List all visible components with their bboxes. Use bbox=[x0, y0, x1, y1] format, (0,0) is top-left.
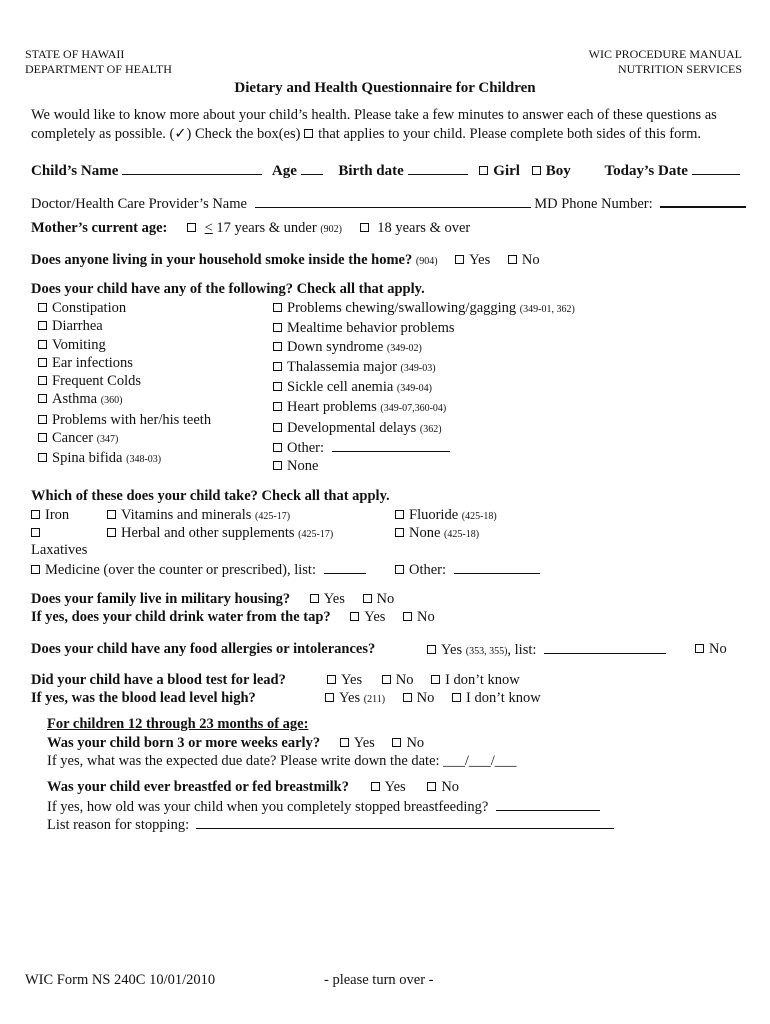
condition-item bbox=[273, 419, 575, 439]
condition-label: Constipation bbox=[52, 300, 127, 316]
child-info-row bbox=[31, 162, 740, 180]
lead-high-yes-checkbox[interactable] bbox=[325, 693, 334, 702]
condition-item bbox=[273, 457, 575, 475]
condition-code: (349-02) bbox=[386, 342, 422, 354]
condition-label: Problems chewing/swallowing/gagging bbox=[287, 300, 517, 316]
lead-high-yes-label: Yes bbox=[339, 690, 361, 706]
allergies-question: Does your child have any food allergies or intolerances? bbox=[31, 641, 376, 657]
condition-label: Other: bbox=[287, 440, 325, 457]
infant-section-heading: For children 12 through 23 months of age: bbox=[47, 716, 309, 732]
fluoride-label: Fluoride bbox=[409, 507, 459, 523]
condition-label: Heart problems bbox=[287, 399, 377, 416]
allergies-list-field[interactable] bbox=[544, 641, 666, 654]
fluoride-code: (425-18) bbox=[461, 511, 497, 522]
military-row bbox=[31, 591, 394, 608]
todays-date-field[interactable] bbox=[692, 162, 740, 175]
laxatives-label: Laxatives bbox=[31, 542, 88, 558]
condition-item bbox=[38, 354, 211, 372]
supplements-question: Which of these does your child take? Check all that apply. bbox=[31, 488, 390, 504]
smoke-yes-checkbox[interactable] bbox=[455, 255, 464, 264]
condition-checkbox[interactable] bbox=[38, 340, 47, 349]
iron-option bbox=[31, 507, 69, 524]
herbal-code: (425-17) bbox=[298, 529, 334, 540]
breastfed-row bbox=[47, 779, 459, 796]
boy-label: Boy bbox=[545, 163, 571, 179]
condition-checkbox[interactable] bbox=[38, 303, 47, 312]
over-18-label: 18 years & over bbox=[377, 220, 471, 236]
condition-label: Ear infections bbox=[52, 354, 133, 371]
intro-text bbox=[31, 106, 761, 144]
condition-item bbox=[273, 378, 575, 398]
condition-code: (360) bbox=[100, 395, 123, 407]
herbal-checkbox[interactable] bbox=[107, 528, 116, 537]
smoke-code: (904) bbox=[415, 256, 438, 267]
lead-high-dk-label: I don’t know bbox=[466, 690, 541, 706]
tap-yes-checkbox[interactable] bbox=[350, 612, 359, 621]
condition-checkbox[interactable] bbox=[38, 415, 47, 424]
other-supplement-checkbox[interactable] bbox=[395, 565, 404, 574]
smoke-row bbox=[31, 252, 540, 269]
condition-label: Cancer bbox=[52, 430, 94, 447]
doctor-row bbox=[31, 194, 746, 213]
lead-test-dk-checkbox[interactable] bbox=[431, 675, 440, 684]
checkbox-icon bbox=[304, 129, 313, 138]
born-early-no-checkbox[interactable] bbox=[392, 738, 401, 747]
condition-checkbox[interactable] bbox=[273, 303, 282, 312]
none-supplement-checkbox[interactable] bbox=[395, 528, 404, 537]
intro-line2: completely as possible. (✓) Check the box(es) that applies to your child. Please complete both sides of this form. bbox=[31, 126, 702, 142]
condition-label: Spina bifida bbox=[52, 450, 123, 467]
other-supplement-field[interactable] bbox=[454, 561, 540, 574]
doctor-name-field[interactable] bbox=[255, 195, 531, 208]
herbal-label: Herbal and other supplements bbox=[121, 525, 295, 541]
condition-label: Sickle cell anemia bbox=[287, 379, 394, 396]
condition-item bbox=[38, 317, 211, 335]
birth-date-label: Birth date bbox=[338, 163, 404, 179]
under-17-code: (902) bbox=[320, 224, 342, 235]
condition-label: Diarrhea bbox=[52, 318, 103, 335]
lead-test-options bbox=[327, 672, 520, 689]
medicine-label: Medicine (over the counter or prescribed), list: bbox=[45, 562, 316, 578]
condition-checkbox[interactable] bbox=[38, 394, 47, 403]
condition-code: (347) bbox=[96, 434, 119, 446]
condition-checkbox[interactable] bbox=[273, 382, 282, 391]
lead-high-options bbox=[325, 690, 541, 707]
condition-checkbox[interactable] bbox=[38, 453, 47, 462]
military-no-checkbox[interactable] bbox=[363, 594, 372, 603]
born-early-row bbox=[47, 735, 424, 752]
condition-label: Thalassemia major bbox=[287, 358, 397, 375]
lead-test-no-checkbox[interactable] bbox=[382, 675, 391, 684]
fluoride-option bbox=[395, 507, 497, 524]
allergies-list-label: , list: bbox=[507, 642, 537, 658]
reason-stopping-row bbox=[47, 816, 614, 834]
lead-test-dk-label: I don’t know bbox=[445, 672, 520, 688]
allergies-no-option bbox=[695, 641, 727, 658]
turn-over-note: - please turn over - bbox=[324, 972, 434, 988]
medicine-option bbox=[31, 561, 366, 579]
laxatives-checkbox[interactable] bbox=[31, 528, 40, 537]
condition-code: (349-07,360-04) bbox=[380, 403, 447, 415]
smoke-no-label: No bbox=[521, 252, 540, 268]
other-supplement-option bbox=[395, 561, 540, 579]
smoke-yes-label: Yes bbox=[469, 252, 491, 268]
condition-checkbox[interactable] bbox=[273, 402, 282, 411]
boy-checkbox[interactable] bbox=[532, 166, 541, 175]
allergies-yes-checkbox[interactable] bbox=[427, 645, 436, 654]
condition-label: Problems with her/his teeth bbox=[52, 411, 212, 428]
condition-checkbox[interactable] bbox=[38, 376, 47, 385]
less-equal-sign: < bbox=[204, 220, 213, 236]
md-phone-field[interactable] bbox=[660, 194, 746, 208]
condition-item bbox=[273, 398, 575, 418]
condition-label: Frequent Colds bbox=[52, 373, 142, 390]
condition-label: Mealtime behavior problems bbox=[287, 320, 455, 337]
md-phone-label: MD Phone Number: bbox=[534, 196, 653, 212]
laxatives-checkbox-row bbox=[31, 525, 45, 542]
condition-code: (349-03) bbox=[400, 362, 436, 374]
girl-label: Girl bbox=[493, 163, 520, 179]
vitamins-option bbox=[107, 507, 290, 524]
other-supplement-label: Other: bbox=[409, 562, 447, 578]
condition-code: (349-04) bbox=[396, 383, 432, 395]
condition-code: (349-01, 362) bbox=[519, 304, 575, 315]
condition-checkbox[interactable] bbox=[273, 443, 282, 452]
department-label: DEPARTMENT OF HEALTH bbox=[25, 62, 172, 76]
stopped-breastfeeding-field[interactable] bbox=[496, 798, 600, 811]
tap-no-checkbox[interactable] bbox=[403, 612, 412, 621]
military-no-label: No bbox=[376, 591, 395, 607]
allergies-no-label: No bbox=[709, 641, 727, 657]
breastfed-yes-label: Yes bbox=[384, 779, 406, 795]
condition-checkbox[interactable] bbox=[273, 342, 282, 351]
condition-checkbox[interactable] bbox=[38, 433, 47, 442]
condition-code: (362) bbox=[419, 423, 442, 435]
conditions-question: Does your child have any of the following? Check all that apply. bbox=[31, 281, 425, 297]
under-17-label: 17 years & under bbox=[216, 220, 317, 236]
under-17-checkbox[interactable] bbox=[187, 223, 196, 232]
child-name-label: Child’s Name bbox=[31, 163, 119, 179]
military-question: Does your family live in military housing? bbox=[31, 591, 291, 607]
condition-item bbox=[38, 429, 211, 449]
condition-checkbox[interactable] bbox=[273, 423, 282, 432]
military-yes-checkbox[interactable] bbox=[310, 594, 319, 603]
breastfed-yes-checkbox[interactable] bbox=[371, 782, 380, 791]
due-date-prompt: If yes, what was the expected due date? Please write down the date: ___/___/___ bbox=[47, 753, 517, 769]
condition-item bbox=[38, 372, 211, 390]
born-early-yes-label: Yes bbox=[353, 735, 375, 751]
allergies-code: (353, 355) bbox=[465, 646, 508, 657]
vitamins-checkbox[interactable] bbox=[107, 510, 116, 519]
reason-stopping-label: List reason for stopping: bbox=[47, 817, 190, 833]
vitamins-label: Vitamins and minerals bbox=[121, 507, 252, 523]
intro-line1: We would like to know more about your child’s health. Please take a few minutes to answer each of these questions as bbox=[31, 107, 717, 123]
condition-label: Vomiting bbox=[52, 336, 106, 353]
lead-high-no-label: No bbox=[416, 690, 435, 706]
condition-label: Down syndrome bbox=[287, 338, 384, 355]
tap-water-question: If yes, does your child drink water from the tap? bbox=[31, 609, 331, 625]
girl-checkbox[interactable] bbox=[479, 166, 488, 175]
lead-high-no-checkbox[interactable] bbox=[403, 693, 412, 702]
condition-item bbox=[38, 299, 211, 317]
manual-header bbox=[589, 47, 742, 77]
condition-checkbox[interactable] bbox=[38, 358, 47, 367]
medicine-field[interactable] bbox=[324, 561, 366, 574]
allergies-yes-option bbox=[427, 641, 666, 659]
tap-water-row bbox=[31, 609, 435, 626]
condition-checkbox[interactable] bbox=[38, 321, 47, 330]
condition-label: Asthma bbox=[52, 391, 98, 408]
condition-item bbox=[38, 449, 211, 469]
tap-yes-label: Yes bbox=[364, 609, 386, 625]
condition-checkbox[interactable] bbox=[273, 323, 282, 332]
fluoride-checkbox[interactable] bbox=[395, 510, 404, 519]
none-supplement-option bbox=[395, 525, 479, 542]
allergies-yes-label: Yes bbox=[441, 642, 463, 658]
mother-age-row bbox=[31, 220, 470, 237]
section-label: NUTRITION SERVICES bbox=[617, 62, 742, 76]
breastfed-question: Was your child ever breastfed or fed breastmilk? bbox=[47, 779, 349, 795]
condition-item bbox=[38, 336, 211, 354]
manual-label: WIC PROCEDURE MANUAL bbox=[588, 47, 742, 61]
condition-item bbox=[273, 299, 575, 319]
condition-code: (348-03) bbox=[126, 454, 162, 466]
birth-date-field[interactable] bbox=[408, 162, 468, 175]
doctor-label: Doctor/Health Care Provider’s Name bbox=[31, 196, 247, 212]
reason-stopping-field[interactable] bbox=[196, 816, 614, 829]
conditions-left-list bbox=[38, 299, 211, 470]
form-title: Dietary and Health Questionnaire for Children bbox=[234, 80, 536, 96]
condition-item bbox=[273, 439, 575, 457]
born-early-question: Was your child born 3 or more weeks early? bbox=[47, 735, 321, 751]
military-yes-label: Yes bbox=[323, 591, 345, 607]
condition-item bbox=[38, 390, 211, 410]
lead-test-question: Did your child have a blood test for lead? bbox=[31, 672, 286, 688]
lead-test-no-label: No bbox=[395, 672, 414, 688]
child-name-field[interactable] bbox=[122, 162, 262, 175]
condition-item bbox=[273, 338, 575, 358]
lead-high-code: (211) bbox=[363, 694, 386, 705]
vitamins-code: (425-17) bbox=[255, 511, 291, 522]
condition-item bbox=[38, 411, 211, 429]
conditions-right-list bbox=[273, 299, 575, 476]
lead-test-yes-checkbox[interactable] bbox=[327, 675, 336, 684]
over-18-checkbox[interactable] bbox=[360, 223, 369, 232]
smoke-question: Does anyone living in your household smoke inside the home? bbox=[31, 252, 413, 268]
mother-age-label: Mother’s current age: bbox=[31, 220, 168, 236]
breastfed-no-label: No bbox=[441, 779, 460, 795]
age-label: Age bbox=[271, 163, 297, 179]
condition-checkbox[interactable] bbox=[273, 362, 282, 371]
lead-high-question: If yes, was the blood lead level high? bbox=[31, 690, 256, 706]
condition-item bbox=[273, 358, 575, 378]
stopped-breastfeeding-prompt: If yes, how old was your child when you completely stopped breastfeeding? bbox=[47, 799, 489, 815]
iron-label: Iron bbox=[45, 507, 70, 523]
condition-checkbox[interactable] bbox=[273, 461, 282, 470]
condition-label: None bbox=[287, 458, 319, 475]
lead-test-yes-label: Yes bbox=[341, 672, 363, 688]
todays-date-label: Today’s Date bbox=[604, 163, 688, 179]
none-supplement-code: (425-18) bbox=[444, 529, 480, 540]
age-field[interactable] bbox=[301, 162, 323, 175]
stopped-breastfeeding-row bbox=[47, 798, 600, 816]
breastfed-no-checkbox[interactable] bbox=[427, 782, 436, 791]
born-early-yes-checkbox[interactable] bbox=[340, 738, 349, 747]
medicine-checkbox[interactable] bbox=[31, 565, 40, 574]
iron-checkbox[interactable] bbox=[31, 510, 40, 519]
smoke-no-checkbox[interactable] bbox=[508, 255, 517, 264]
agency-header bbox=[25, 47, 172, 77]
condition-item bbox=[273, 319, 575, 337]
other-condition-field[interactable] bbox=[332, 439, 450, 452]
allergies-no-checkbox[interactable] bbox=[695, 644, 704, 653]
condition-label: Developmental delays bbox=[287, 419, 417, 436]
born-early-no-label: No bbox=[406, 735, 425, 751]
tap-no-label: No bbox=[417, 609, 435, 625]
none-supplement-label: None bbox=[409, 525, 441, 541]
lead-high-dk-checkbox[interactable] bbox=[452, 693, 461, 702]
state-label: STATE OF HAWAII bbox=[25, 47, 125, 61]
form-number: WIC Form NS 240C 10/01/2010 bbox=[25, 972, 216, 988]
herbal-option bbox=[107, 525, 333, 542]
